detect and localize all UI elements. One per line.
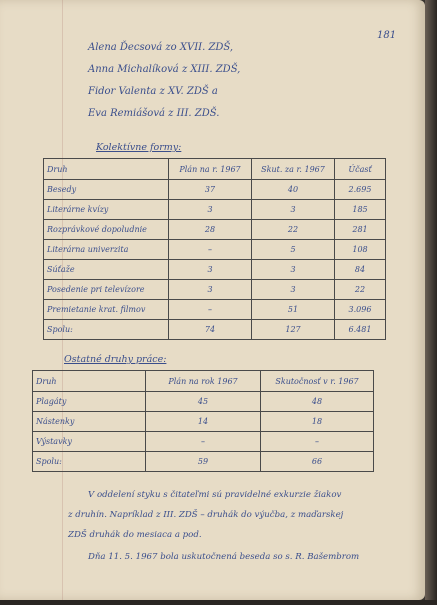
table-cell: 45	[146, 392, 261, 412]
intro-line: Eva Remiášová z III. ZDŠ.	[88, 108, 220, 119]
table-cell: Nástenky	[33, 412, 146, 432]
table-cell: 3	[169, 280, 252, 300]
table-row	[33, 412, 374, 432]
table-row	[44, 180, 386, 200]
table-cell: 3	[252, 200, 335, 220]
column-header: Plán na rok 1967	[146, 371, 261, 392]
table-cell: Literárna univerzita	[44, 240, 169, 260]
table-cell: Plagáty	[33, 392, 146, 412]
table-cell: Posedenie pri televízore	[44, 280, 169, 300]
table-cell: Besedy	[44, 180, 169, 200]
table-cell: 84	[335, 260, 386, 280]
column-header: Druh	[33, 371, 146, 392]
column-header: Druh	[44, 159, 169, 180]
table-cell: Premietanie krat. filmov	[44, 300, 169, 320]
table-total-row	[33, 452, 374, 472]
paragraph-line: z druhín. Napríklad z III. ZDŠ – druhák do výučba, z maďarskej	[68, 510, 344, 520]
table2-heading: Ostatné druhy práce:	[64, 354, 167, 365]
paragraph-line: Dňa 11. 5. 1967 bola uskutočnená beseda so s. R. Bašembrom	[88, 552, 360, 562]
table-cell: 14	[146, 412, 261, 432]
table-row	[44, 300, 386, 320]
table-row	[33, 432, 374, 452]
table-cell: 37	[169, 180, 252, 200]
table-cell: 2.695	[335, 180, 386, 200]
page-number: 181	[377, 30, 397, 41]
table-cell: –	[169, 300, 252, 320]
table-cell: 185	[335, 200, 386, 220]
column-header: Plán na r. 1967	[169, 159, 252, 180]
table-row	[44, 260, 386, 280]
table-header-row	[44, 159, 386, 180]
table-cell: 3	[252, 280, 335, 300]
table-cell: 28	[169, 220, 252, 240]
table-cell: 51	[252, 300, 335, 320]
table-cell: Spolu:	[44, 320, 169, 340]
table-header-row	[33, 371, 374, 392]
table-cell: 3	[169, 260, 252, 280]
table-cell: 108	[335, 240, 386, 260]
table-cell: Rozprávkové dopoludnie	[44, 220, 169, 240]
intro-line: Fidor Valenta z XV. ZDŠ a	[88, 86, 218, 97]
table-row	[44, 240, 386, 260]
table-cell: –	[146, 432, 261, 452]
other-work-table	[32, 370, 374, 472]
table-cell: 48	[261, 392, 374, 412]
table-cell: 281	[335, 220, 386, 240]
table-cell: Spolu:	[33, 452, 146, 472]
table-row	[44, 200, 386, 220]
column-header: Účasť	[335, 159, 386, 180]
paragraph-line: V oddelení styku s čitateľmi sú pravidelné exkurzie žiakov	[88, 490, 342, 500]
table-cell: Súťaže	[44, 260, 169, 280]
intro-line: Anna Michalíková z XIII. ZDŠ,	[88, 64, 241, 75]
table-cell: 6.481	[335, 320, 386, 340]
table-cell: 66	[261, 452, 374, 472]
table-cell: 3.096	[335, 300, 386, 320]
table1-heading: Kolektívne formy:	[96, 142, 182, 153]
column-header: Skutočnosť v r. 1967	[261, 371, 374, 392]
table-cell: 74	[169, 320, 252, 340]
table-cell: 22	[335, 280, 386, 300]
intro-line: Alena Ďecsová zo XVII. ZDŠ,	[88, 42, 234, 53]
column-header: Skut. za r. 1967	[252, 159, 335, 180]
table-cell: 40	[252, 180, 335, 200]
table-cell: 22	[252, 220, 335, 240]
table-cell: –	[169, 240, 252, 260]
paragraph-line: ZDŠ druhák do mesiaca a pod.	[68, 530, 202, 540]
book-edge	[425, 0, 437, 605]
table-cell: 3	[252, 260, 335, 280]
table-cell: Výstavky	[33, 432, 146, 452]
table-cell: –	[261, 432, 374, 452]
table-total-row	[44, 320, 386, 340]
table-cell: 59	[146, 452, 261, 472]
table-row	[44, 220, 386, 240]
collective-forms-table	[43, 158, 386, 340]
table-cell: 5	[252, 240, 335, 260]
table-cell: 127	[252, 320, 335, 340]
table-row	[33, 392, 374, 412]
table-cell: 3	[169, 200, 252, 220]
table-cell: Literárne kvízy	[44, 200, 169, 220]
book-bottom-edge	[0, 600, 437, 605]
table-row	[44, 280, 386, 300]
table-cell: 18	[261, 412, 374, 432]
